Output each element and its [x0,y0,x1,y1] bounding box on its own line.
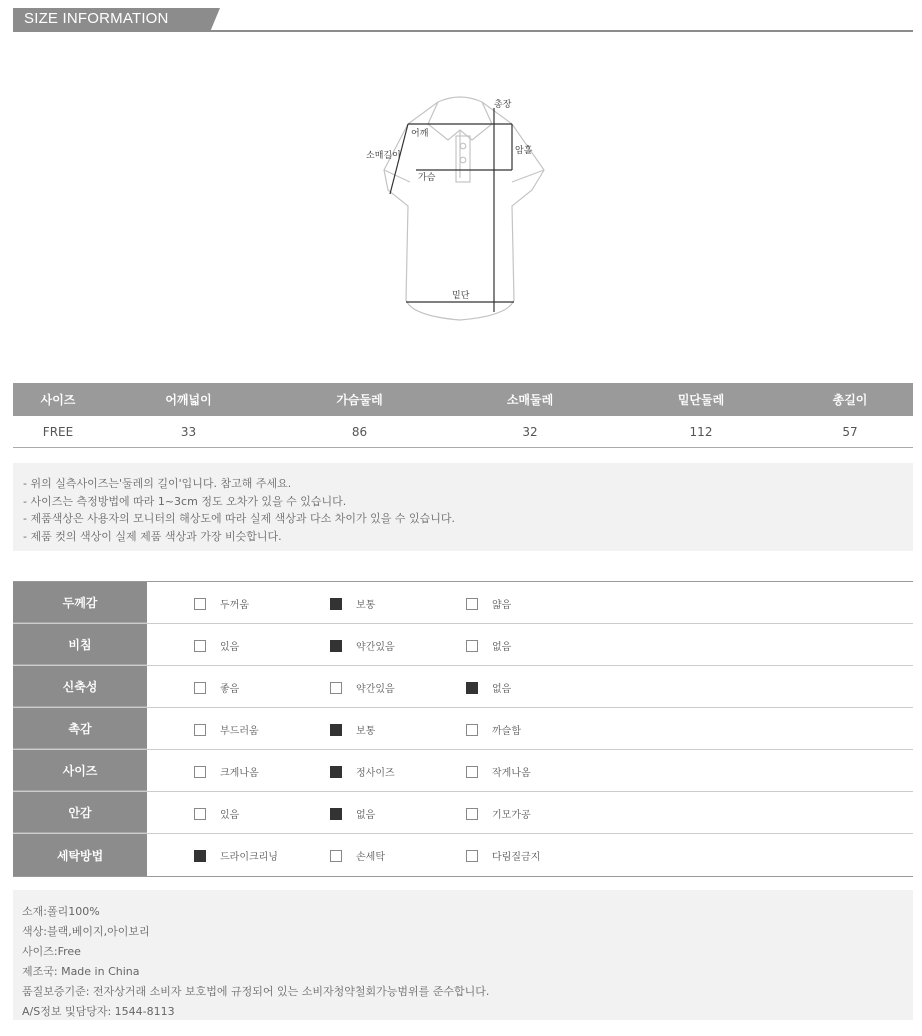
checked-box-icon [466,682,478,694]
info-as: A/S정보 및담당자: 1544-8113 [22,1005,175,1018]
property-row [13,582,913,624]
unchecked-box-icon [466,766,478,778]
option-text: 있음 [220,810,240,821]
table-row [13,416,913,448]
unchecked-box-icon [466,850,478,862]
section-title: SIZE INFORMATION [13,8,210,32]
unchecked-box-icon [194,808,206,820]
property-option [330,638,395,653]
property-option [330,722,375,737]
option-text: 작게나옴 [492,768,531,779]
property-row [13,834,913,876]
shoulder-label: 어깨 [411,129,429,139]
unchecked-box-icon [466,724,478,736]
property-option [330,848,385,863]
cell-sleeve: 32 [522,424,538,439]
property-option [466,806,531,821]
size-table-header [13,383,913,416]
option-text: 보통 [356,726,376,737]
header-slant [210,8,220,32]
info-material: 소재:폴리100% [22,905,100,918]
checked-box-icon [330,724,342,736]
option-text: 드라이크리닝 [220,852,278,863]
note-line: - 사이즈는 측정방법에 따라 1~3cm 정도 오차가 있을 수 있습니다. [23,494,347,508]
cell-size: FREE [42,424,74,439]
property-option [330,596,375,611]
unchecked-box-icon [330,682,342,694]
unchecked-box-icon [466,598,478,610]
property-option [330,806,375,821]
option-text: 좋음 [220,684,240,695]
option-text: 손세탁 [356,852,385,863]
property-option [194,680,239,695]
property-label: 촉감 [13,708,147,749]
property-option [466,638,511,653]
col-header-hem: 밑단둘레 [677,393,725,407]
checked-box-icon [330,808,342,820]
property-options [147,582,913,623]
option-text: 정사이즈 [356,768,395,779]
property-option [194,848,278,863]
info-color: 색상:블랙,베이지,아이보리 [22,925,150,938]
property-row [13,708,913,750]
option-text: 다림질금지 [492,852,541,863]
option-text: 두꺼움 [220,600,249,611]
property-option [194,596,249,611]
property-label: 신축성 [13,666,147,707]
property-options [147,624,913,665]
property-option [466,848,540,863]
property-label: 비침 [13,624,147,665]
col-header-chest: 가슴둘레 [336,393,383,407]
cell-shoulder: 33 [180,424,197,439]
property-label: 세탁방법 [13,834,147,876]
option-text: 보통 [356,600,376,611]
note-line: - 제품색상은 사용자의 모니터의 해상도에 따라 실제 색상과 다소 차이가 있을 수 있습니다. [23,512,455,525]
sleeve-length-label: 소매길이 [366,151,401,161]
option-text: 없음 [356,810,376,821]
info-quality: 품질보증기준: 전자상거래 소비자 보호법에 규정되어 있는 소비자청약철회가능범위를 준수합니다. [22,985,490,998]
cell-length: 57 [842,424,858,439]
checked-box-icon [194,850,206,862]
option-text: 약간있음 [356,642,395,653]
property-label: 두께감 [13,582,147,623]
unchecked-box-icon [194,682,206,694]
option-text: 없음 [492,684,512,695]
col-header-size: 사이즈 [40,393,76,407]
property-row [13,750,913,792]
size-table [13,383,913,448]
option-text: 부드러움 [220,726,259,737]
armhole-label: 암홀 [515,146,533,156]
option-text: 까슬함 [492,726,521,737]
property-option [194,806,239,821]
option-text: 있음 [220,642,240,653]
garment-diagram [360,90,560,325]
option-text: 크게나옴 [220,768,259,779]
property-option [194,638,239,653]
checked-box-icon [330,766,342,778]
cell-chest: 86 [351,424,368,439]
unchecked-box-icon [330,850,342,862]
unchecked-box-icon [194,724,206,736]
property-option [466,596,511,611]
col-header-length: 총길이 [832,393,868,407]
property-row [13,792,913,834]
checked-box-icon [330,640,342,652]
info-size: 사이즈:Free [22,945,81,958]
property-options [147,708,913,749]
size-notes [13,463,913,551]
unchecked-box-icon [466,640,478,652]
cell-hem: 112 [689,424,713,439]
option-text: 기모가공 [492,810,531,821]
property-options [147,792,913,833]
property-option [194,764,259,779]
col-header-shoulder: 어깨넓이 [165,393,212,407]
note-line: - 위의 실측사이즈는'둘레의 길이'입니다. 참고해 주세요. [23,477,292,490]
fabric-properties-table [13,581,913,877]
info-origin: 제조국: Made in China [22,965,140,978]
property-row [13,624,913,666]
header-divider [13,30,913,32]
property-option [330,680,395,695]
hem-label: 밑단 [452,291,470,301]
checked-box-icon [330,598,342,610]
note-line: - 제품 컷의 색상이 실제 제품 색상과 가장 비슷합니다. [23,529,282,543]
unchecked-box-icon [466,808,478,820]
property-row [13,666,913,708]
property-option [466,722,521,737]
option-text: 약간있음 [356,684,395,695]
property-options [147,750,913,791]
chest-label: 가슴 [418,173,436,183]
property-option [330,764,395,779]
property-label: 사이즈 [13,750,147,791]
property-options [147,666,913,707]
option-text: 얇음 [492,600,512,611]
section-header [13,8,913,32]
property-option [466,764,531,779]
total-length-label: 총장 [494,100,512,110]
property-options [147,834,913,876]
property-label: 안감 [13,792,147,833]
unchecked-box-icon [194,766,206,778]
property-option [194,722,259,737]
col-header-sleeve: 소매둘레 [506,393,554,407]
property-option [466,680,511,695]
unchecked-box-icon [194,640,206,652]
option-text: 없음 [492,642,512,653]
unchecked-box-icon [194,598,206,610]
product-info [13,890,913,1020]
